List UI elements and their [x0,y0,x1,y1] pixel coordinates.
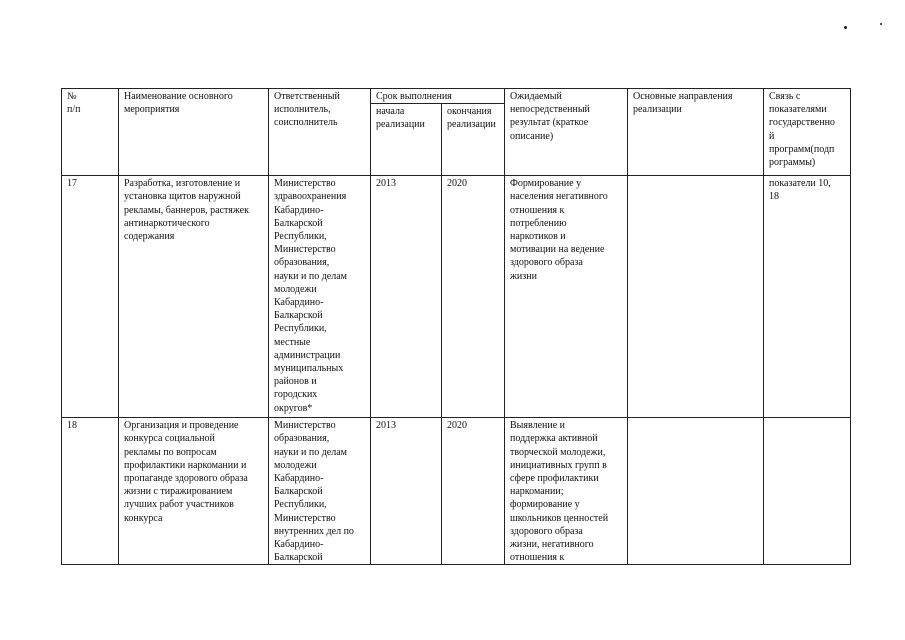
row-program-link [764,418,851,565]
table-row [62,176,851,418]
row-activity-name: Разработка, изготовление и установка щитов наружной рекламы, баннеров, растяжек антинаркотического содержания [119,176,269,418]
table-header-row [62,89,851,104]
scan-mark-dot [880,23,882,25]
header-expected-result: Ожидаемый непосредственный результат (краткое описание) [505,89,628,176]
row-activity-name: Организация и проведение конкурса социальной рекламы по вопросам профилактики наркомании и пропаганде здорового образа жизни с тиражированием лучших работ участников конкурса [119,418,269,565]
header-term-start: начала реализации [371,104,442,176]
header-program-link: Связь с показателями государственно й программ(подп рограммы) [764,89,851,176]
table-row [62,418,851,565]
row-start-year: 2013 [371,176,442,418]
row-program-link: показатели 10, 18 [764,176,851,418]
header-activity-name: Наименование основного мероприятия [119,89,269,176]
row-directions [628,418,764,565]
row-start-year: 2013 [371,418,442,565]
header-directions: Основные направления реализации [628,89,764,176]
header-number: № п/п [62,89,119,176]
header-responsible: Ответственный исполнитель, соисполнитель [269,89,371,176]
row-expected-result: Формирование у населения негативного отношения к потреблению наркотиков и мотивации на ведение здорового образа жизни [505,176,628,418]
row-responsible: Министерство образования, науки и по делам молодежи Кабардино- Балкарской Республики, Министерство внутренних дел по Кабардино- Балкарской [269,418,371,565]
row-end-year: 2020 [442,418,505,565]
header-term: Срок выполнения [371,89,505,104]
header-term-end: окончания реализации [442,104,505,176]
scan-mark-dot [844,26,847,29]
row-number: 18 [62,418,119,565]
row-number: 17 [62,176,119,418]
row-responsible: Министерство здравоохранения Кабардино- Балкарской Республики, Министерство образования, науки и по делам молодежи Кабардино- Балкарской Республики, местные администрации муниципальных районов и городских округов* [269,176,371,418]
row-end-year: 2020 [442,176,505,418]
row-expected-result: Выявление и поддержка активной творческой молодежи, инициативных групп в сфере профилактики наркомании; формирование у школьников ценностей здорового образа жизни, негативного отношения к [505,418,628,565]
activities-table [61,88,851,565]
row-directions [628,176,764,418]
